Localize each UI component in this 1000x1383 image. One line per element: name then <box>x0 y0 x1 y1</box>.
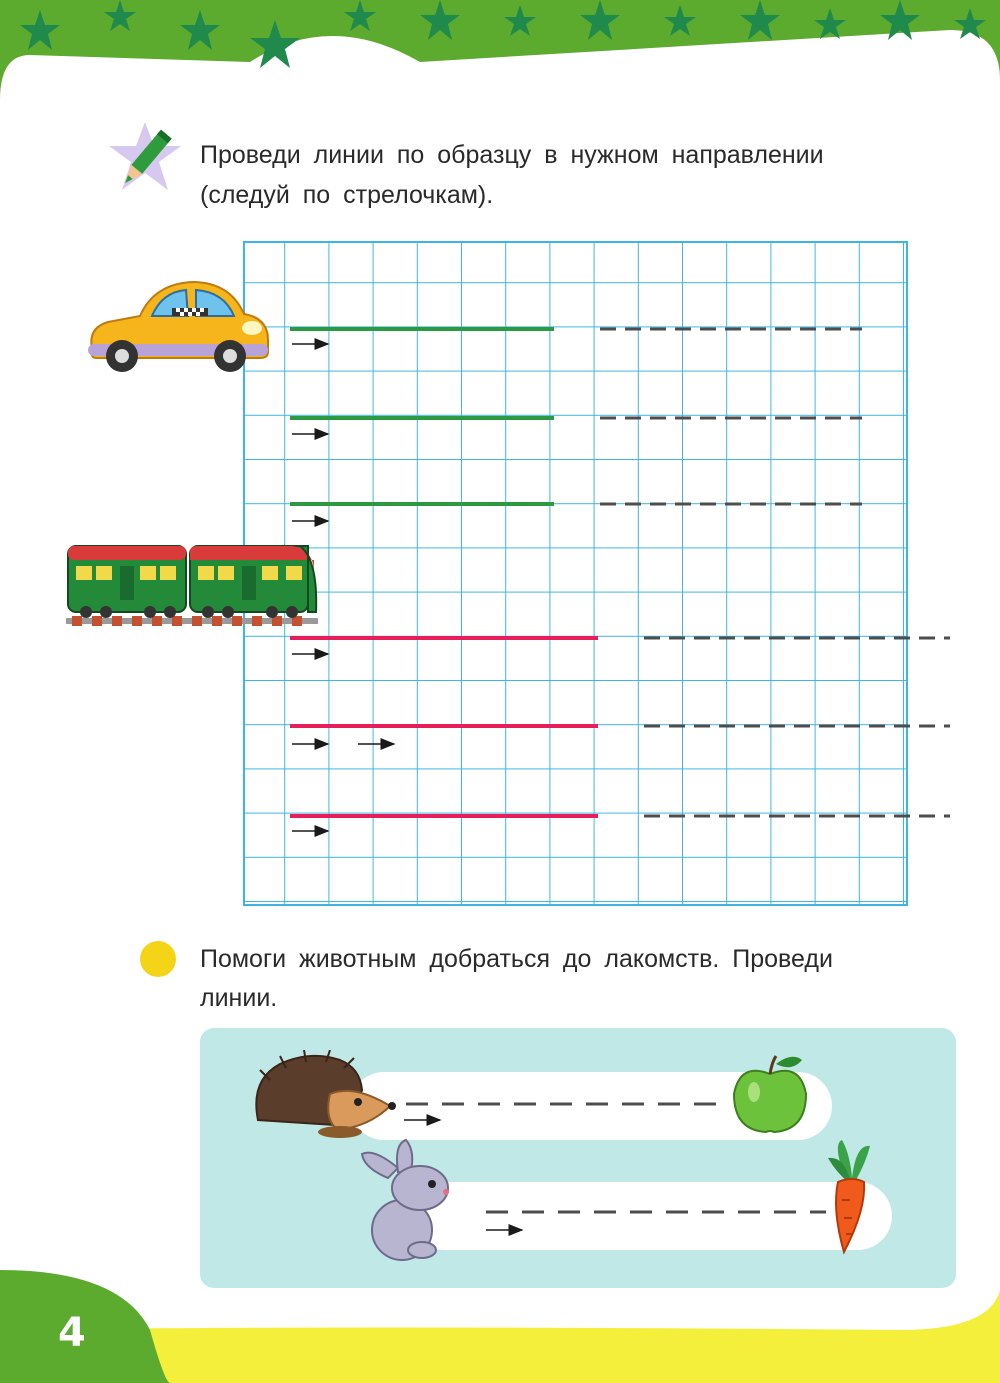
hedgehog-icon <box>250 1050 396 1140</box>
green-train-icon <box>66 540 318 628</box>
task2-instruction-line1: Помоги животным добраться до лакомств. Проведи <box>200 945 833 973</box>
header-background <box>0 0 1000 130</box>
apple-icon <box>730 1052 810 1136</box>
page-number: 4 <box>58 1310 86 1356</box>
taxi-car-icon <box>82 278 274 380</box>
yellow-circle-bullet <box>138 939 178 979</box>
carrot-icon <box>822 1140 882 1256</box>
task1-instruction-line2: (следуй по стрелочкам). <box>200 181 494 209</box>
rabbit-icon <box>358 1138 458 1264</box>
task2-instruction-line2: линии. <box>200 984 278 1012</box>
tracing-grid <box>240 238 954 906</box>
pencil-star-icon <box>105 118 185 198</box>
task1-instruction-line1: Проведи линии по образцу в нужном направлении <box>200 141 824 169</box>
